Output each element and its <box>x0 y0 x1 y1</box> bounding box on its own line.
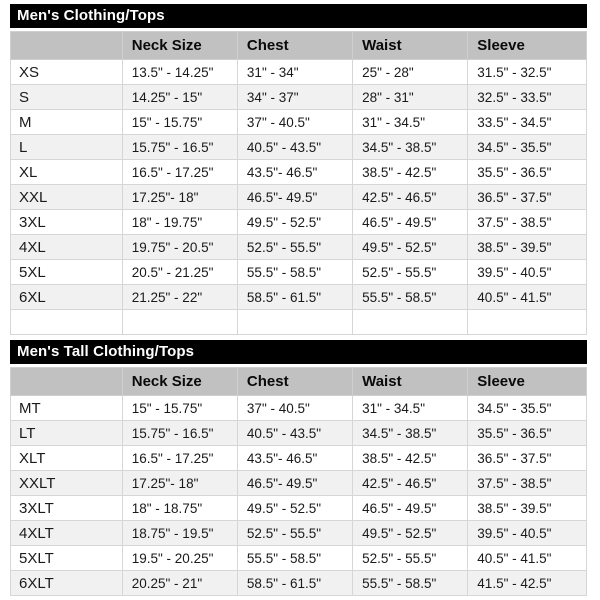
size-range-cell: 49.5" - 52.5" <box>353 521 468 546</box>
size-range-cell: 31" - 34.5" <box>353 110 468 135</box>
size-range-cell: 20.5" - 21.25" <box>122 260 237 285</box>
table-row <box>11 160 587 185</box>
size-range-cell: 55.5" - 58.5" <box>353 285 468 310</box>
size-range-cell: 36.5" - 37.5" <box>468 446 587 471</box>
size-range-cell: 55.5" - 58.5" <box>237 546 352 571</box>
size-range-cell: 52.5" - 55.5" <box>237 235 352 260</box>
table-row <box>11 185 587 210</box>
size-range-cell: 39.5" - 40.5" <box>468 260 587 285</box>
size-range-cell <box>468 310 587 335</box>
size-label-cell: XXL <box>11 185 123 210</box>
table-row <box>11 521 587 546</box>
size-range-cell: 17.25"- 18" <box>122 471 237 496</box>
size-range-cell: 46.5"- 49.5" <box>237 471 352 496</box>
size-range-cell: 21.25" - 22" <box>122 285 237 310</box>
size-label-cell: 3XL <box>11 210 123 235</box>
size-range-cell: 34.5" - 38.5" <box>353 421 468 446</box>
size-label-cell: 6XLT <box>11 571 123 596</box>
size-range-cell: 40.5" - 41.5" <box>468 285 587 310</box>
size-range-cell: 58.5" - 61.5" <box>237 285 352 310</box>
table-title-bar: Men's Clothing/Tops <box>10 4 587 28</box>
table-row <box>11 421 587 446</box>
size-range-cell: 41.5" - 42.5" <box>468 571 587 596</box>
size-label-cell <box>11 310 123 335</box>
size-range-cell: 16.5" - 17.25" <box>122 160 237 185</box>
size-label-cell: S <box>11 85 123 110</box>
size-label-cell: MT <box>11 396 123 421</box>
size-label-cell: 5XLT <box>11 546 123 571</box>
size-label-cell: 4XLT <box>11 521 123 546</box>
column-header-cell <box>11 368 123 396</box>
size-label-cell: L <box>11 135 123 160</box>
size-range-cell: 40.5" - 43.5" <box>237 135 352 160</box>
mens-clothing-tops-section <box>10 4 587 335</box>
size-range-cell: 49.5" - 52.5" <box>353 235 468 260</box>
table-row <box>11 60 587 85</box>
size-label-cell: LT <box>11 421 123 446</box>
size-table <box>10 367 587 596</box>
size-range-cell: 34.5" - 35.5" <box>468 135 587 160</box>
size-label-cell: XXLT <box>11 471 123 496</box>
size-range-cell: 32.5" - 33.5" <box>468 85 587 110</box>
size-label-cell: XL <box>11 160 123 185</box>
table-row <box>11 546 587 571</box>
table-row <box>11 396 587 421</box>
size-range-cell: 58.5" - 61.5" <box>237 571 352 596</box>
table-row <box>11 260 587 285</box>
table-title-bar: Men's Tall Clothing/Tops <box>10 340 587 364</box>
size-range-cell: 38.5" - 39.5" <box>468 496 587 521</box>
size-label-cell: 3XLT <box>11 496 123 521</box>
size-range-cell <box>353 310 468 335</box>
size-label-cell: M <box>11 110 123 135</box>
size-range-cell: 37.5" - 38.5" <box>468 471 587 496</box>
table-row <box>11 471 587 496</box>
column-header-cell: Waist <box>353 32 468 60</box>
table-row <box>11 496 587 521</box>
size-range-cell: 37.5" - 38.5" <box>468 210 587 235</box>
column-header-cell: Waist <box>353 368 468 396</box>
size-range-cell: 40.5" - 43.5" <box>237 421 352 446</box>
size-range-cell: 15" - 15.75" <box>122 110 237 135</box>
column-header-cell: Chest <box>237 32 352 60</box>
size-range-cell: 25" - 28" <box>353 60 468 85</box>
table-row <box>11 446 587 471</box>
column-header-cell <box>11 32 123 60</box>
size-range-cell: 46.5" - 49.5" <box>353 496 468 521</box>
size-range-cell: 13.5" - 14.25" <box>122 60 237 85</box>
size-range-cell: 42.5" - 46.5" <box>353 471 468 496</box>
size-range-cell: 46.5" - 49.5" <box>353 210 468 235</box>
size-range-cell: 38.5" - 39.5" <box>468 235 587 260</box>
size-label-cell: 4XL <box>11 235 123 260</box>
size-range-cell: 38.5" - 42.5" <box>353 446 468 471</box>
size-range-cell: 28" - 31" <box>353 85 468 110</box>
size-range-cell: 15.75" - 16.5" <box>122 135 237 160</box>
size-range-cell: 40.5" - 41.5" <box>468 546 587 571</box>
size-range-cell: 17.25"- 18" <box>122 185 237 210</box>
column-header-row <box>11 32 587 60</box>
size-range-cell: 16.5" - 17.25" <box>122 446 237 471</box>
size-range-cell: 14.25" - 15" <box>122 85 237 110</box>
size-range-cell: 33.5" - 34.5" <box>468 110 587 135</box>
size-range-cell: 34.5" - 38.5" <box>353 135 468 160</box>
size-range-cell: 43.5"- 46.5" <box>237 446 352 471</box>
table-row <box>11 135 587 160</box>
size-range-cell: 55.5" - 58.5" <box>237 260 352 285</box>
size-range-cell: 19.5" - 20.25" <box>122 546 237 571</box>
size-label-cell: 5XL <box>11 260 123 285</box>
table-row <box>11 85 587 110</box>
size-range-cell: 39.5" - 40.5" <box>468 521 587 546</box>
size-range-cell: 18" - 19.75" <box>122 210 237 235</box>
size-range-cell: 20.25" - 21" <box>122 571 237 596</box>
size-label-cell: XLT <box>11 446 123 471</box>
column-header-cell: Neck Size <box>122 32 237 60</box>
mens-tall-clothing-tops-section <box>10 340 587 596</box>
column-header-cell: Sleeve <box>468 32 587 60</box>
table-row <box>11 571 587 596</box>
table-row <box>11 110 587 135</box>
size-range-cell: 52.5" - 55.5" <box>237 521 352 546</box>
size-range-cell: 49.5" - 52.5" <box>237 210 352 235</box>
size-label-cell: 6XL <box>11 285 123 310</box>
size-range-cell: 35.5" - 36.5" <box>468 160 587 185</box>
size-range-cell <box>122 310 237 335</box>
size-range-cell: 18" - 18.75" <box>122 496 237 521</box>
size-range-cell: 36.5" - 37.5" <box>468 185 587 210</box>
size-range-cell: 37" - 40.5" <box>237 110 352 135</box>
size-range-cell: 38.5" - 42.5" <box>353 160 468 185</box>
size-range-cell: 52.5" - 55.5" <box>353 260 468 285</box>
size-range-cell: 35.5" - 36.5" <box>468 421 587 446</box>
size-range-cell: 43.5"- 46.5" <box>237 160 352 185</box>
table-row <box>11 210 587 235</box>
size-range-cell: 55.5" - 58.5" <box>353 571 468 596</box>
column-header-row <box>11 368 587 396</box>
size-range-cell <box>237 310 352 335</box>
size-range-cell: 52.5" - 55.5" <box>353 546 468 571</box>
size-range-cell: 19.75" - 20.5" <box>122 235 237 260</box>
size-table <box>10 31 587 335</box>
size-range-cell: 15.75" - 16.5" <box>122 421 237 446</box>
table-row <box>11 285 587 310</box>
column-header-cell: Neck Size <box>122 368 237 396</box>
size-range-cell: 15" - 15.75" <box>122 396 237 421</box>
table-row <box>11 235 587 260</box>
column-header-cell: Chest <box>237 368 352 396</box>
size-label-cell: XS <box>11 60 123 85</box>
column-header-cell: Sleeve <box>468 368 587 396</box>
size-range-cell: 46.5"- 49.5" <box>237 185 352 210</box>
size-range-cell: 34.5" - 35.5" <box>468 396 587 421</box>
size-range-cell: 34" - 37" <box>237 85 352 110</box>
table-row <box>11 310 587 335</box>
size-range-cell: 18.75" - 19.5" <box>122 521 237 546</box>
size-range-cell: 37" - 40.5" <box>237 396 352 421</box>
size-range-cell: 31.5" - 32.5" <box>468 60 587 85</box>
size-range-cell: 31" - 34" <box>237 60 352 85</box>
size-range-cell: 31" - 34.5" <box>353 396 468 421</box>
size-range-cell: 49.5" - 52.5" <box>237 496 352 521</box>
size-range-cell: 42.5" - 46.5" <box>353 185 468 210</box>
